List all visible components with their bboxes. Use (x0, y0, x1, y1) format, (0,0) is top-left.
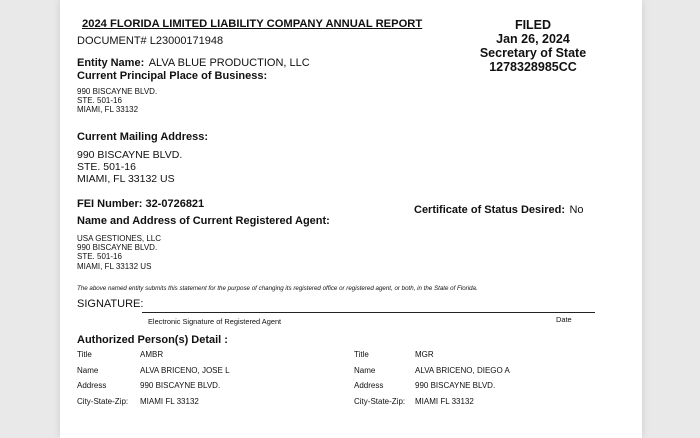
agent-line: 990 BISCAYNE BLVD. (77, 243, 158, 253)
entity-name-label: Entity Name: (77, 57, 145, 69)
mailing-address-label: Current Mailing Address: (77, 131, 208, 143)
person-name-value: ALVA BRICENO, JOSE L (140, 366, 230, 375)
report-title: 2024 FLORIDA LIMITED LIABILITY COMPANY ANNUAL REPORT (82, 18, 423, 30)
person-name-value: ALVA BRICENO, DIEGO A (415, 366, 510, 375)
fei-number: FEI Number: 32-0726821 (77, 198, 205, 210)
person-title-label: Title (354, 350, 369, 359)
person-csz-value: MIAMI FL 33132 (415, 397, 474, 406)
signature-caption: Electronic Signature of Registered Agent (148, 317, 282, 326)
person-name-label: Name (77, 366, 99, 375)
person-address-value: 990 BISCAYNE BLVD. (415, 381, 496, 390)
address-line: 990 BISCAYNE BLVD. (77, 87, 158, 96)
authorized-persons-heading: Authorized Person(s) Detail : (77, 334, 228, 346)
person-address-label: Address (354, 381, 384, 390)
registered-agent-label: Name and Address of Current Registered Agent: (77, 215, 330, 227)
date-caption: Date (556, 315, 572, 324)
certificate-status-row (414, 200, 584, 218)
address-line: STE. 501-16 (77, 96, 122, 106)
person-address-value: 990 BISCAYNE BLVD. (140, 381, 221, 390)
signature-label: SIGNATURE: (77, 298, 144, 310)
address-line: MIAMI, FL 33132 US (77, 173, 175, 185)
agent-line: USA GESTIONES, LLC (77, 234, 162, 243)
address-line: MIAMI, FL 33132 (77, 105, 139, 115)
filed-stamp (458, 18, 608, 74)
person-title-value: AMBR (140, 350, 164, 359)
person-name-label: Name (354, 366, 376, 375)
certificate-status-label: Certificate of Status Desired: (414, 204, 565, 216)
registered-agent-address (77, 234, 161, 271)
agent-line: STE. 501-16 (77, 252, 122, 262)
mailing-address (77, 149, 182, 185)
person-csz-label: City-State-Zip: (354, 397, 406, 406)
filed-office: Secretary of State (479, 46, 587, 60)
address-line: STE. 501-16 (77, 161, 136, 173)
person-address-label: Address (77, 381, 107, 390)
principal-place-label: Current Principal Place of Business: (77, 70, 268, 82)
address-line: 990 BISCAYNE BLVD. (77, 149, 183, 161)
document-number: DOCUMENT# L23000171948 (77, 35, 224, 47)
filed-label: FILED (514, 18, 552, 32)
filed-number: 1278328985CC (489, 60, 577, 74)
agent-line: MIAMI, FL 33132 US (77, 261, 152, 271)
entity-name-value: ALVA BLUE PRODUCTION, LLC (148, 57, 310, 69)
person-csz-value: MIAMI FL 33132 (140, 397, 199, 406)
statement-text: The above named entity submits this statement for the purpose of changing its registered office or registered agent, or both, in the State of Florida. (77, 285, 478, 292)
principal-address (77, 87, 157, 115)
person-csz-label: City-State-Zip: (77, 397, 129, 406)
signature-line (142, 312, 595, 313)
filed-date: Jan 26, 2024 (496, 32, 570, 46)
person-title-label: Title (77, 350, 92, 359)
certificate-status-value: No (569, 204, 584, 216)
entity-name-row (77, 53, 310, 71)
annual-report-page (60, 0, 642, 438)
person-title-value: MGR (415, 350, 434, 359)
